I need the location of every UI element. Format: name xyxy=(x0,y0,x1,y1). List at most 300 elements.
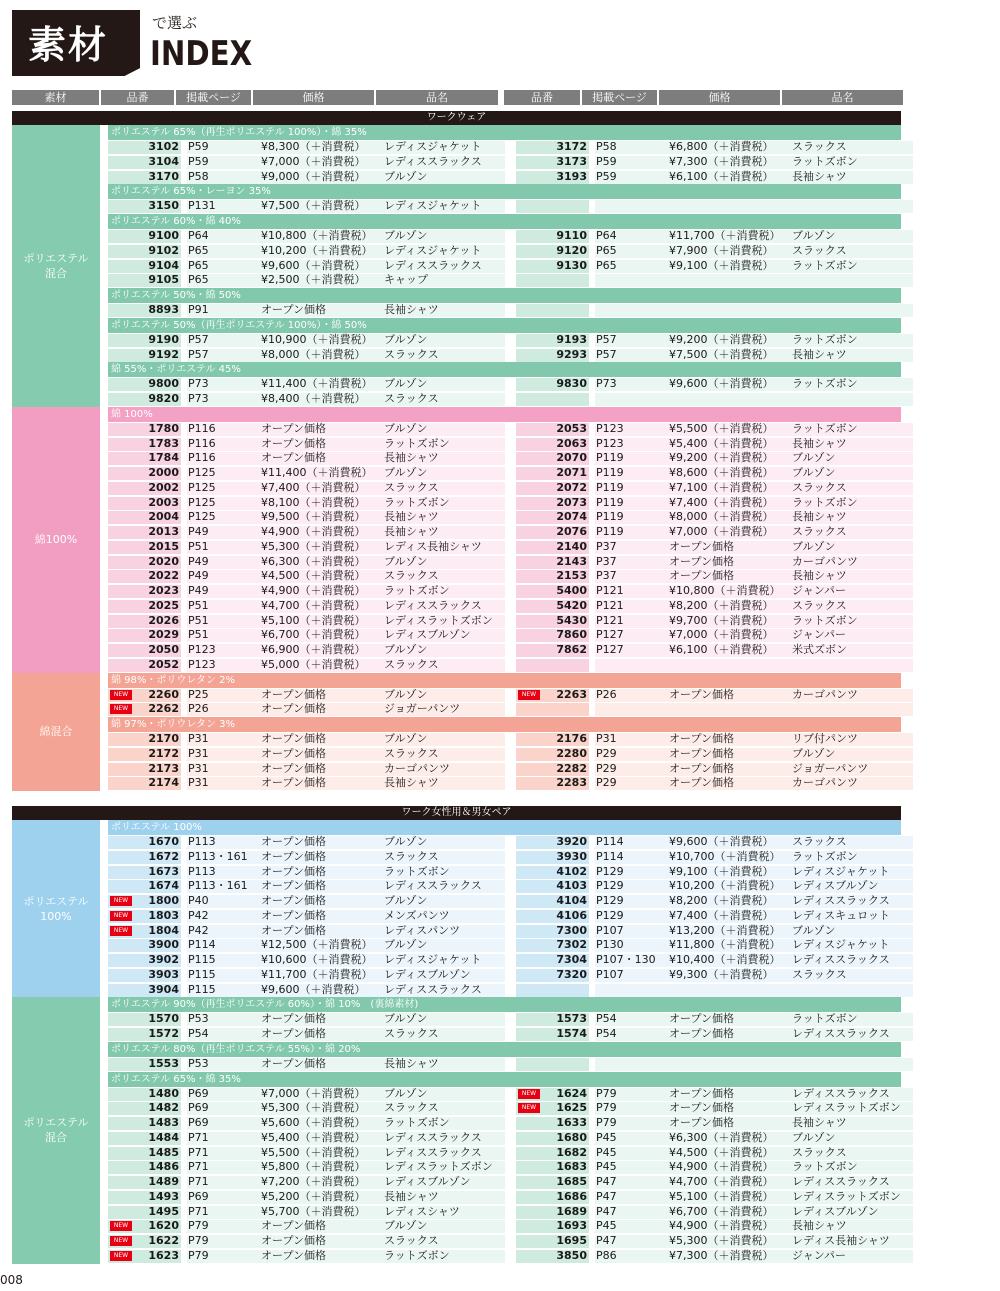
product-number: 1800 xyxy=(148,894,179,907)
table-row xyxy=(108,540,901,555)
table-row xyxy=(108,938,901,953)
catalog-page: P121 xyxy=(596,613,624,627)
product-number: 9293 xyxy=(556,347,587,361)
product-number: 7300 xyxy=(556,923,587,937)
product-name: レディスブルゾン xyxy=(384,967,471,981)
catalog-page: P113 xyxy=(188,835,216,848)
product-number: 1620 xyxy=(148,1219,179,1233)
price: ¥10,800（＋消費税） xyxy=(261,229,373,242)
product-number: 2015 xyxy=(148,539,179,553)
product-number: 4103 xyxy=(556,879,587,893)
product-name: ジャンパー xyxy=(792,584,847,597)
table-row xyxy=(108,392,901,407)
product-name: レディススラックス xyxy=(792,894,890,907)
price: ¥4,500（＋消費税） xyxy=(669,1145,774,1159)
product-number: 1803 xyxy=(148,908,179,922)
catalog-page: P59 xyxy=(188,154,209,168)
product-name: ジョガーパンツ xyxy=(384,702,461,716)
price: ¥7,300（＋消費税） xyxy=(669,154,774,168)
product-name: レディスジャケット xyxy=(384,140,482,153)
price: ¥4,700（＋消費税） xyxy=(261,598,366,612)
product-number: 9120 xyxy=(556,243,587,257)
product-number: 1693 xyxy=(556,1219,587,1233)
product-number: 2063 xyxy=(556,436,587,450)
table-row xyxy=(108,1146,901,1161)
price: ¥8,100（＋消費税） xyxy=(261,495,366,509)
catalog-page: P123 xyxy=(596,436,624,450)
table-row xyxy=(108,569,901,584)
price: ¥6,300（＋消費税） xyxy=(261,554,366,568)
col-number: 品番 xyxy=(101,90,174,105)
table-row xyxy=(108,599,901,614)
catalog-page: P37 xyxy=(596,554,617,568)
product-name: レディスブルゾン xyxy=(792,879,879,893)
product-name: ブルゾン xyxy=(384,687,428,701)
table-row xyxy=(108,1160,901,1175)
price: ¥7,300（＋消費税） xyxy=(669,1248,774,1262)
price: ¥10,800（＋消費税） xyxy=(669,584,781,597)
catalog-page: P31 xyxy=(188,732,209,745)
catalog-page: P71 xyxy=(188,1145,209,1159)
table-row xyxy=(108,658,901,673)
catalog-page: P65 xyxy=(596,258,617,272)
page-number: 008 xyxy=(0,1273,23,1287)
catalog-page: P54 xyxy=(596,1027,617,1040)
product-number: 3172 xyxy=(556,140,587,153)
product-number: 2076 xyxy=(556,525,587,538)
price: ¥7,000（＋消費税） xyxy=(669,628,774,642)
product-name: レディススラックス xyxy=(384,879,482,893)
material-subheader: ポリエステル 80%（再生ポリエステル 55%）・綿 20% xyxy=(108,1042,901,1057)
price: ¥9,500（＋消費税） xyxy=(261,510,366,524)
product-number: 9820 xyxy=(148,392,179,405)
catalog-page: P49 xyxy=(188,569,209,583)
product-name: ブルゾン xyxy=(384,377,428,391)
catalog-page: P79 xyxy=(596,1101,617,1115)
product-name: レディススラックス xyxy=(384,598,482,612)
col-name: 品名 xyxy=(782,90,903,105)
header-index: INDEX xyxy=(150,34,253,74)
material-subheader: ポリエステル 50%・綿 50% xyxy=(108,288,901,303)
table-row xyxy=(108,584,901,599)
product-number: 1553 xyxy=(148,1056,179,1070)
number-cell-bg xyxy=(516,274,589,287)
col-page: 掲載ページ xyxy=(176,90,251,105)
number-cell-bg xyxy=(516,393,589,406)
catalog-page: P51 xyxy=(188,613,209,627)
product-number: 2153 xyxy=(556,569,587,583)
product-number: 1574 xyxy=(556,1027,587,1040)
price: オープン価格 xyxy=(261,687,327,701)
catalog-page: P71 xyxy=(188,1175,209,1188)
price: オープン価格 xyxy=(261,849,327,863)
catalog-page: P113・161 xyxy=(188,849,248,863)
price: オープン価格 xyxy=(261,908,327,922)
product-name: ブルゾン xyxy=(792,923,836,937)
catalog-page: P114 xyxy=(188,938,216,952)
table-row xyxy=(108,776,901,791)
catalog-page: P131 xyxy=(188,199,216,213)
catalog-page: P73 xyxy=(188,392,209,405)
price: ¥4,900（＋消費税） xyxy=(261,584,366,597)
catalog-page: P59 xyxy=(188,140,209,153)
product-number: 3102 xyxy=(148,140,179,153)
table-row xyxy=(108,983,901,998)
new-badge: NEW xyxy=(518,1089,540,1099)
price: オープン価格 xyxy=(669,1027,735,1040)
table-row xyxy=(108,1101,901,1116)
column-header-left xyxy=(12,90,500,105)
catalog-page: P129 xyxy=(596,864,624,878)
new-badge: NEW xyxy=(518,690,540,700)
product-number: 4106 xyxy=(556,908,587,922)
product-number: 9110 xyxy=(556,229,587,242)
product-number: 3170 xyxy=(148,169,179,183)
catalog-page: P119 xyxy=(596,451,624,465)
price: ¥5,600（＋消費税） xyxy=(261,1116,366,1129)
price: オープン価格 xyxy=(261,303,327,316)
table-row xyxy=(108,199,901,214)
catalog-page: P79 xyxy=(188,1248,209,1262)
catalog-page: P129 xyxy=(596,908,624,922)
price: ¥11,700（＋消費税） xyxy=(669,229,781,242)
product-name: ラットズボン xyxy=(792,421,858,435)
price: ¥5,700（＋消費税） xyxy=(261,1204,366,1218)
product-number: 2072 xyxy=(556,480,587,494)
product-number: 2013 xyxy=(148,525,179,538)
catalog-page: P31 xyxy=(596,732,617,745)
table-row xyxy=(108,244,901,259)
catalog-page: P125 xyxy=(188,495,216,509)
material-group xyxy=(12,407,901,673)
product-number: 1623 xyxy=(148,1248,179,1262)
catalog-page: P53 xyxy=(188,1056,209,1070)
product-number: 3104 xyxy=(148,154,179,168)
catalog-page: P49 xyxy=(188,584,209,597)
price: ¥6,900（＋消費税） xyxy=(261,643,366,656)
price: ¥7,400（＋消費税） xyxy=(261,480,366,494)
product-number: 1484 xyxy=(148,1130,179,1144)
table-row xyxy=(108,909,901,924)
price: ¥8,200（＋消費税） xyxy=(669,894,774,907)
product-number: 1674 xyxy=(148,879,179,893)
row-divider xyxy=(595,984,913,997)
product-number: 2029 xyxy=(148,628,179,642)
price: ¥5,100（＋消費税） xyxy=(261,613,366,627)
material-subheader: 綿 97%・ポリウレタン 3% xyxy=(108,717,901,732)
product-number: 1784 xyxy=(148,451,179,465)
catalog-page: P53 xyxy=(188,1012,209,1026)
price: ¥10,400（＋消費税） xyxy=(669,953,781,966)
price: ¥10,200（＋消費税） xyxy=(261,243,373,257)
product-number: 2172 xyxy=(148,746,179,760)
catalog-page: P64 xyxy=(188,229,209,242)
product-name: スラックス xyxy=(792,140,847,153)
product-name: レディススラックス xyxy=(792,1027,890,1040)
price: ¥11,700（＋消費税） xyxy=(261,967,373,981)
row-divider xyxy=(595,304,913,317)
price: ¥5,500（＋消費税） xyxy=(669,421,774,435)
product-number: 1670 xyxy=(148,835,179,848)
product-name: スラックス xyxy=(384,480,439,494)
product-number: 5420 xyxy=(556,598,587,612)
product-number: 2070 xyxy=(556,451,587,465)
price: ¥9,600（＋消費税） xyxy=(669,835,774,848)
table-row xyxy=(108,1131,901,1146)
table-row xyxy=(108,894,901,909)
product-name: 長袖シャツ xyxy=(384,525,439,538)
catalog-page: P125 xyxy=(188,510,216,524)
catalog-page: P71 xyxy=(188,1160,209,1174)
product-name: レディスラットズボン xyxy=(792,1189,901,1203)
catalog-page: P69 xyxy=(188,1116,209,1129)
price: オープン価格 xyxy=(261,1248,327,1262)
product-number: 8893 xyxy=(148,303,179,316)
catalog-page: P25 xyxy=(188,687,209,701)
product-number: 3903 xyxy=(148,967,179,981)
table-row xyxy=(108,303,901,318)
catalog-page: P42 xyxy=(188,923,209,937)
product-name: 長袖シャツ xyxy=(792,169,847,183)
price: ¥8,300（＋消費税） xyxy=(261,140,366,153)
table-row xyxy=(108,1057,901,1072)
catalog-page: P127 xyxy=(596,628,624,642)
price: ¥9,200（＋消費税） xyxy=(669,451,774,465)
price: オープン価格 xyxy=(261,421,327,435)
product-name: スラックス xyxy=(384,1101,439,1115)
product-name: スラックス xyxy=(384,569,439,583)
product-number: 9104 xyxy=(148,258,179,272)
product-name: ラットズボン xyxy=(384,584,450,597)
price: ¥11,400（＋消費税） xyxy=(261,466,373,479)
catalog-page: P107・130 xyxy=(596,953,656,966)
product-name: ラットズボン xyxy=(792,849,858,863)
new-badge: NEW xyxy=(518,1103,540,1113)
price: オープン価格 xyxy=(261,864,327,878)
price: ¥9,600（＋消費税） xyxy=(261,258,366,272)
catalog-page: P47 xyxy=(596,1189,617,1203)
material-group xyxy=(12,820,901,997)
price: ¥5,800（＋消費税） xyxy=(261,1160,366,1174)
table-row xyxy=(108,688,901,703)
product-name: ジャンパー xyxy=(792,1248,847,1262)
product-number: 3902 xyxy=(148,953,179,966)
catalog-page: P123 xyxy=(188,657,216,671)
product-number: 1682 xyxy=(556,1145,587,1159)
product-number: 2170 xyxy=(148,732,179,745)
product-name: スラックス xyxy=(384,392,439,405)
product-name: リブ付パンツ xyxy=(792,732,858,745)
product-number: 2176 xyxy=(556,732,587,745)
product-number: 2260 xyxy=(148,687,179,701)
product-number: 4102 xyxy=(556,864,587,878)
product-number: 9130 xyxy=(556,258,587,272)
catalog-page: P37 xyxy=(596,539,617,553)
catalog-page: P123 xyxy=(188,643,216,656)
catalog-page: P107 xyxy=(596,967,624,981)
row-divider xyxy=(595,659,913,672)
price: ¥10,700（＋消費税） xyxy=(669,849,781,863)
catalog-page: P58 xyxy=(188,169,209,183)
catalog-page: P54 xyxy=(596,1012,617,1026)
product-name: スラックス xyxy=(792,967,847,981)
catalog-page: P79 xyxy=(596,1116,617,1129)
catalog-page: P59 xyxy=(596,154,617,168)
catalog-page: P113 xyxy=(188,864,216,878)
catalog-page: P107 xyxy=(596,923,624,937)
price: オープン価格 xyxy=(669,1086,735,1100)
product-name: ブルゾン xyxy=(792,229,836,242)
catalog-page: P119 xyxy=(596,466,624,479)
material-subheader: ポリエステル 60%・綿 40% xyxy=(108,214,901,229)
product-name: レディスジャケット xyxy=(792,938,890,952)
table-row xyxy=(108,229,901,244)
new-badge: NEW xyxy=(110,1221,132,1231)
product-number: 1493 xyxy=(148,1189,179,1203)
material-label: 綿100% xyxy=(12,407,100,673)
catalog-page: P51 xyxy=(188,628,209,642)
product-number: 2140 xyxy=(556,539,587,553)
table-row xyxy=(108,422,901,437)
catalog-page: P123 xyxy=(596,421,624,435)
catalog-page: P64 xyxy=(596,229,617,242)
product-name: 長袖シャツ xyxy=(384,1056,439,1070)
product-name: スラックス xyxy=(384,1027,439,1040)
price: ¥7,000（＋消費税） xyxy=(669,525,774,538)
product-name: レディススラックス xyxy=(384,258,482,272)
table-row xyxy=(108,732,901,747)
price: オープン価格 xyxy=(261,1012,327,1026)
material-subheader: 綿 55%・ポリエステル 45% xyxy=(108,362,901,377)
product-name: レディススラックス xyxy=(384,982,482,996)
product-name: ブルゾン xyxy=(384,229,428,242)
price: ¥7,900（＋消費税） xyxy=(669,243,774,257)
catalog-page: P130 xyxy=(596,938,624,952)
material-subheader: 綿 98%・ポリウレタン 2% xyxy=(108,673,901,688)
product-name: スラックス xyxy=(384,657,439,671)
product-number: 1625 xyxy=(556,1101,587,1115)
catalog-page: P57 xyxy=(188,347,209,361)
product-name: ブルゾン xyxy=(384,643,428,656)
table-row xyxy=(108,348,901,363)
catalog-page: P47 xyxy=(596,1234,617,1247)
catalog-page: P65 xyxy=(188,243,209,257)
product-number: 3900 xyxy=(148,938,179,952)
product-name: ジョガーパンツ xyxy=(792,761,869,775)
product-name: レディススラックス xyxy=(384,1145,482,1159)
catalog-page: P45 xyxy=(596,1160,617,1174)
number-cell-bg xyxy=(516,984,589,997)
section-band: ワーク女性用＆男女ペア xyxy=(12,806,901,820)
product-number: 2023 xyxy=(148,584,179,597)
product-name: ブルゾン xyxy=(384,169,428,183)
product-name: ブルゾン xyxy=(384,835,428,848)
product-number: 1572 xyxy=(148,1027,179,1040)
catalog-page: P125 xyxy=(188,466,216,479)
catalog-page: P31 xyxy=(188,761,209,775)
product-number: 7860 xyxy=(556,628,587,642)
price: ¥5,200（＋消費税） xyxy=(261,1189,366,1203)
product-name: メンズパンツ xyxy=(384,908,450,922)
catalog-page: P42 xyxy=(188,908,209,922)
price: オープン価格 xyxy=(261,776,327,790)
catalog-page: P129 xyxy=(596,894,624,907)
table-row xyxy=(108,702,901,717)
table-row xyxy=(108,953,901,968)
product-number: 9800 xyxy=(148,377,179,391)
table-row xyxy=(108,466,901,481)
table-row xyxy=(108,1087,901,1102)
catalog-page: P49 xyxy=(188,554,209,568)
table-row xyxy=(108,1012,901,1027)
price: オープン価格 xyxy=(669,554,735,568)
product-name: レディスキュロット xyxy=(792,908,890,922)
material-subheader: ポリエステル 50%（再生ポリエステル 100%）・綿 50% xyxy=(108,318,901,333)
price: ¥4,500（＋消費税） xyxy=(261,569,366,583)
product-number: 3193 xyxy=(556,169,587,183)
product-number: 1686 xyxy=(556,1189,587,1203)
table-row xyxy=(108,643,901,658)
price: オープン価格 xyxy=(261,732,327,745)
product-number: 2280 xyxy=(556,746,587,760)
new-badge: NEW xyxy=(110,704,132,714)
product-number: 7320 xyxy=(556,967,587,981)
product-number: 3920 xyxy=(556,835,587,848)
price: オープン価格 xyxy=(261,436,327,450)
table-row xyxy=(108,496,901,511)
catalog-page: P119 xyxy=(596,480,624,494)
product-name: ブルゾン xyxy=(384,421,428,435)
product-name: ラットズボン xyxy=(792,258,858,272)
price: ¥6,800（＋消費税） xyxy=(669,140,774,153)
product-number: 2283 xyxy=(556,776,587,790)
table-row xyxy=(108,437,901,452)
product-name: スラックス xyxy=(792,598,847,612)
product-number: 5430 xyxy=(556,613,587,627)
number-cell-bg xyxy=(516,659,589,672)
price: オープン価格 xyxy=(261,835,327,848)
catalog-page: P59 xyxy=(596,169,617,183)
product-number: 1489 xyxy=(148,1175,179,1188)
product-name: 長袖シャツ xyxy=(384,451,439,465)
number-cell-bg xyxy=(516,703,589,716)
product-name: スラックス xyxy=(792,525,847,538)
row-divider xyxy=(595,274,913,287)
product-name: スラックス xyxy=(384,1234,439,1247)
product-name: ブルゾン xyxy=(384,732,428,745)
catalog-page: P114 xyxy=(596,849,624,863)
product-name: ブルゾン xyxy=(384,332,428,346)
table-row xyxy=(108,968,901,983)
price: ¥2,500（＋消費税） xyxy=(261,273,366,287)
catalog-page: P57 xyxy=(596,332,617,346)
product-number: 1622 xyxy=(148,1234,179,1247)
catalog-page: P26 xyxy=(596,687,617,701)
product-number: 1683 xyxy=(556,1160,587,1174)
product-name: 長袖シャツ xyxy=(384,303,439,316)
table-row xyxy=(108,377,901,392)
product-name: ブルゾン xyxy=(792,1130,836,1144)
product-name: レディスジャケット xyxy=(384,953,482,966)
product-name: レディス長袖シャツ xyxy=(792,1234,890,1247)
price: オープン価格 xyxy=(261,451,327,465)
table-row xyxy=(108,1027,901,1042)
price: ¥4,700（＋消費税） xyxy=(669,1175,774,1188)
material-group xyxy=(12,125,901,407)
product-number: 1673 xyxy=(148,864,179,878)
catalog-page: P45 xyxy=(596,1130,617,1144)
table-row xyxy=(108,451,901,466)
